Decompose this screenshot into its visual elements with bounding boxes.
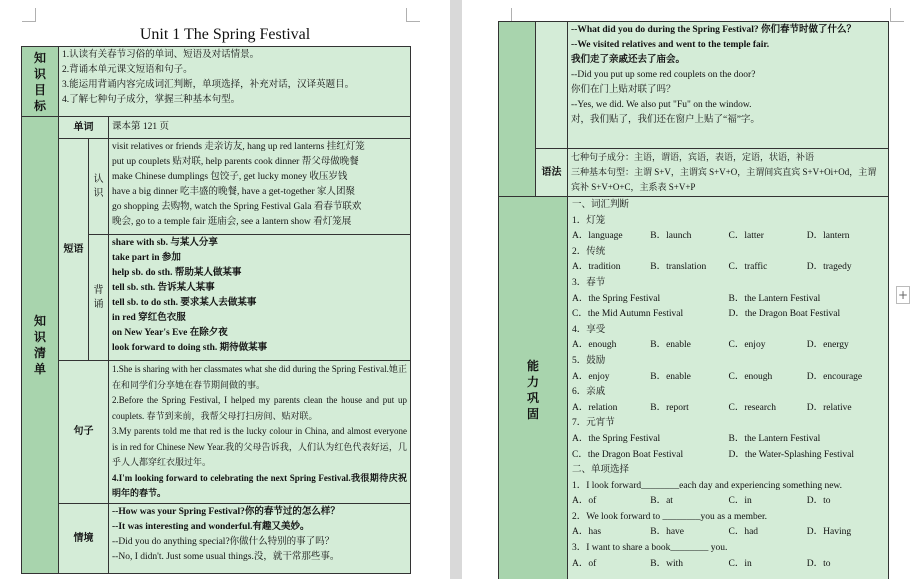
recite-label: 背 诵 — [89, 235, 109, 361]
answer-option[interactable]: C．in — [728, 558, 752, 569]
practice-header: 能 力 巩 固 — [499, 197, 568, 579]
answer-option[interactable]: C．had — [728, 527, 759, 538]
option-row — [572, 557, 885, 573]
answer-option[interactable]: A．language — [572, 231, 623, 242]
right-page — [462, 0, 910, 579]
option-row — [572, 338, 885, 354]
grammar-content — [568, 149, 889, 197]
answer-option[interactable]: B．have — [650, 527, 685, 538]
section-heading: 一、词汇判断 — [572, 200, 630, 210]
recite-content — [109, 235, 411, 361]
dialogue-line: --How was your Spring Festival?你的春节过的怎么样？ — [112, 506, 340, 517]
question-prompt: 2．We look forward to ________you as a member. — [572, 511, 768, 522]
phrase-line: share with sb. 与某人分享 — [112, 238, 218, 248]
answer-option[interactable]: D．encourage — [806, 371, 863, 382]
goal-header: 知 识 目 标 — [22, 47, 59, 117]
page-corner-mark — [498, 8, 512, 22]
option-row — [572, 307, 885, 323]
sentences-content — [109, 361, 411, 504]
practice-table — [498, 21, 889, 579]
answer-option[interactable]: C．the Mid Autumn Festival — [572, 309, 684, 320]
left-page — [0, 0, 450, 579]
answer-option[interactable]: C．enough — [728, 371, 773, 382]
option-row — [572, 260, 885, 276]
phrase-line: have a big dinner 吃丰盛的晚餐, have a get-together 家人团聚 — [112, 187, 355, 197]
sentence-item: 4.I'm looking forward to celebrating the next Spring Festival.我很期待庆祝明年的春节。 — [112, 472, 407, 498]
phrase-line: go shopping 去购物, watch the Spring Festival Gala 看春节联欢 — [112, 202, 362, 212]
page-corner-mark — [406, 8, 420, 22]
answer-option[interactable]: D．the Dragon Boat Festival — [728, 309, 841, 320]
page-gap — [450, 0, 462, 579]
question-prompt: 2．传统 — [572, 246, 606, 257]
answer-option[interactable]: A．enjoy — [572, 371, 610, 382]
answer-option[interactable]: C．latter — [728, 231, 764, 242]
answer-option[interactable]: A．of — [572, 496, 597, 507]
words-content: 课本第 121 页 — [109, 117, 411, 139]
answer-option[interactable]: D．tragedy — [806, 262, 852, 273]
phrase-line: tell sb. sth. 告诉某人某事 — [112, 283, 215, 293]
dialogue-line: 对，我们贴了，我们还在窗户上贴了“福”字。 — [571, 115, 760, 125]
answer-option[interactable]: D．to — [806, 496, 831, 507]
sentence-item: 1.She is sharing with her classmates what she did during the Spring Festival.她正在和同学们分享她在春节期间做的事。 — [112, 364, 407, 390]
goal-line: 1.认读有关春节习俗的单词、短语及对话情景。 — [62, 50, 260, 60]
phrases-label: 短语 — [59, 139, 89, 361]
document-title: Unit 1 The Spring Festival — [139, 26, 311, 43]
situation-content — [109, 503, 411, 573]
situation-label: 情境 — [59, 503, 109, 573]
answer-option[interactable]: B．enable — [650, 340, 691, 351]
question-prompt: 5．鼓励 — [572, 355, 606, 366]
recognize-content — [109, 139, 411, 235]
answer-option[interactable]: B．enable — [650, 371, 691, 382]
sentence-item: 2.Before the Spring Festival, I helped my parents clean the house and put up couplets. 春节到来前，我帮父母打扫房间、贴对联。 — [112, 395, 407, 421]
option-row — [572, 494, 885, 510]
answer-option[interactable]: A．tradition — [572, 262, 621, 273]
option-row — [572, 525, 885, 541]
answer-option[interactable]: D．energy — [806, 340, 849, 351]
answer-option[interactable]: C．the Dragon Boat Festival — [572, 449, 684, 460]
question-prompt: 3．春节 — [572, 277, 606, 288]
goal-line: 3.能运用背诵内容完成词汇判断，单项选择，补充对话，汉译英题目。 — [62, 80, 355, 90]
answer-option[interactable]: C．research — [728, 402, 776, 413]
question-prompt: 3．I want to share a book________ you. — [572, 543, 728, 554]
sentences-label: 句子 — [59, 361, 109, 504]
answer-option[interactable]: A．relation — [572, 402, 618, 413]
page-corner-mark — [890, 8, 904, 22]
option-row — [572, 448, 885, 464]
dialogue-line: --We visited relatives and went to the temple fair. — [571, 40, 770, 50]
answer-option[interactable]: B．the Lantern Festival — [728, 293, 821, 304]
question-prompt: 6．亲戚 — [572, 387, 606, 398]
situation-cont-spacer — [536, 22, 568, 149]
answer-option[interactable]: D．to — [806, 558, 831, 569]
option-row — [572, 432, 885, 448]
goal-line: 4.了解七种句子成分，掌握三种基本句型。 — [62, 95, 241, 105]
situation-cont-content — [568, 22, 889, 149]
words-label: 单词 — [59, 117, 109, 139]
phrase-line: put up couplets 贴对联, help parents cook dinner 帮父母做晚餐 — [112, 157, 359, 167]
answer-option[interactable]: A．enough — [572, 340, 617, 351]
grammar-label: 语法 — [536, 149, 568, 197]
goal-content — [59, 47, 411, 117]
dialogue-line: --Yes, we did. We also put "Fu" on the window. — [571, 100, 752, 110]
answer-option[interactable]: B．the Lantern Festival — [728, 433, 821, 444]
sentence-item: 3.My parents told me that red is the lucky colour in China, and almost everyone is in red for Chinese New Year.我的父母告诉我，人们认为红色代表好运，几乎人人都穿红衣服过年。 — [112, 426, 407, 467]
grammar-line: 七种句子成分：主语，谓语，宾语，表语，定语，状语，补语 — [571, 152, 815, 162]
question-prompt: 7．元宵节 — [572, 418, 615, 429]
add-button[interactable]: + — [897, 288, 909, 302]
answer-option[interactable]: A．the Spring Festival — [572, 293, 661, 304]
question-prompt: 4．享受 — [572, 324, 606, 335]
phrase-line: tell sb. to do sth. 要求某人去做某事 — [112, 298, 257, 308]
answer-option[interactable]: B．launch — [650, 231, 692, 242]
option-row — [572, 229, 885, 245]
practice-content — [568, 197, 889, 579]
answer-option[interactable]: B．at — [650, 496, 673, 507]
answer-option[interactable]: C．traffic — [728, 262, 768, 273]
option-row — [572, 292, 885, 308]
answer-option[interactable]: B．translation — [650, 262, 707, 273]
phrase-line: on New Year's Eve 在除夕夜 — [112, 328, 228, 338]
answer-option[interactable]: A．the Spring Festival — [572, 433, 661, 444]
knowledge-continued-header — [499, 22, 536, 197]
phrase-line: 晚会, go to a temple fair 逛庙会, see a lantern show 看灯笼展 — [112, 217, 352, 227]
knowledge-table — [21, 46, 411, 574]
phrase-line: look forward to doing sth. 期待做某事 — [112, 343, 268, 353]
dialogue-line: 我们走了亲戚还去了庙会。 — [571, 55, 686, 65]
answer-option[interactable]: C．enjoy — [728, 340, 766, 351]
recognize-label: 认 识 — [89, 139, 109, 235]
question-prompt: 1．灯笼 — [572, 215, 606, 226]
answer-option[interactable]: C．in — [728, 496, 752, 507]
answer-option[interactable]: B．report — [650, 402, 689, 413]
dialogue-line: 你们在门上贴对联了吗？ — [571, 85, 676, 95]
dialogue-line: --Did you put up some red couplets on the door? — [571, 70, 756, 80]
page-corner-mark — [22, 8, 36, 22]
dialogue-line: --What did you do during the Spring Festival? 你们春节时做了什么？ — [571, 25, 857, 35]
phrase-line: visit relatives or friends 走亲访友, hang up red lanterns 挂红灯笼 — [112, 142, 365, 152]
phrase-line: take part in 参加 — [112, 253, 181, 263]
phrase-line: make Chinese dumplings 包饺子, get lucky money 收压岁钱 — [112, 172, 348, 182]
goal-line: 2.背诵本单元课文短语和句子。 — [62, 65, 193, 75]
dialogue-line: --Did you do anything special?你做什么特别的事了吗？ — [112, 536, 335, 547]
grammar-line: 三种基本句型：主谓 S+V，主谓宾 S+V+O，主谓间宾直宾 S+V+Oi+Od，主谓宾补 S+V+O+C，主系表 S+V+P — [571, 167, 877, 192]
dialogue-line: --It was interesting and wonderful.有趣又美妙。 — [112, 521, 310, 532]
answer-option[interactable]: D．the Water-Splashing Festival — [728, 449, 855, 460]
phrase-line: in red 穿红色衣服 — [112, 313, 186, 323]
answer-option[interactable]: D．lantern — [806, 231, 850, 242]
dialogue-line: --No, I didn't. Just some usual things.没，就干常那些事。 — [112, 551, 340, 562]
answer-option[interactable]: B．with — [650, 558, 683, 569]
section-heading: 二、单项选择 — [572, 465, 630, 476]
question-prompt: 1．I look forward________each day and experiencing something new. — [572, 480, 843, 491]
answer-option[interactable]: D．relative — [806, 402, 852, 413]
answer-option[interactable]: A．of — [572, 558, 597, 569]
answer-option[interactable]: A．has — [572, 527, 602, 538]
phrase-line: help sb. do sth. 帮助某人做某事 — [112, 268, 242, 278]
knowledge-header: 知 识 清 单 — [22, 117, 59, 574]
option-row — [572, 401, 885, 417]
answer-option[interactable]: D．Having — [806, 527, 852, 538]
option-row — [572, 370, 885, 386]
